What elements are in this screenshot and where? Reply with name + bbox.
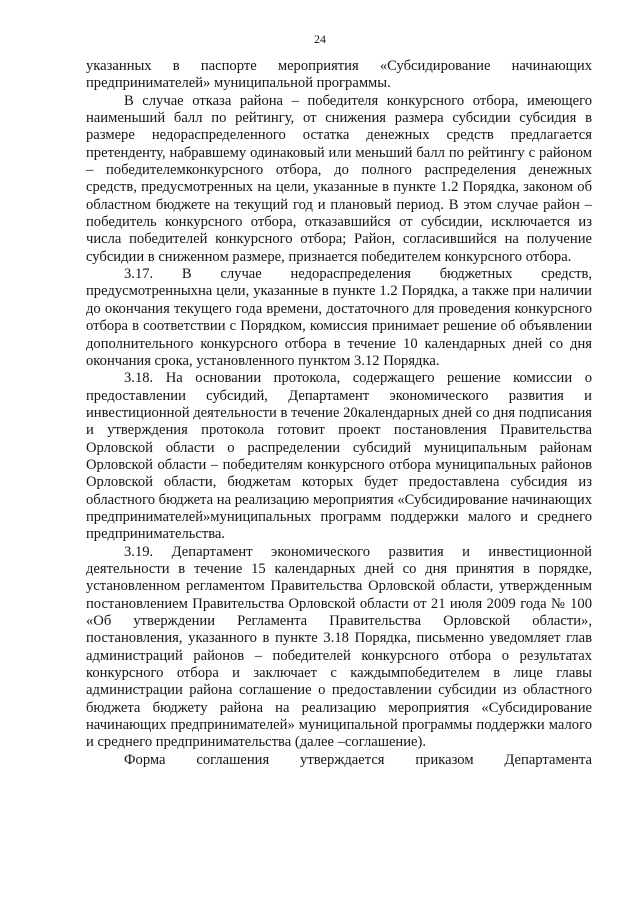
paragraph-continuation: указанных в паспорте мероприятия «Субсидирование начинающих предпринимателей» муниципальной программы. (86, 58, 592, 92)
page-number: 24 (314, 32, 326, 46)
paragraph-refusal-case: В случае отказа района – победителя конкурсного отбора, имеющего наименьший балл по рейтингу, от снижения размера субсидии субсидия в размере недораспределенного остатка денежных средств предлагается претенденту, набравшему одинаковый или меньший балл по рейтингу с районом – победителемконкурсного отбора, до полного распределения денежных средств, предусмотренных на цели, указанные в пункте 1.2 Порядка, законом об областном бюджете на текущий год и плановый период. В этом случае район –победитель конкурсного отбора, отказавшийся от субсидии, исключается из числа победителей конкурсного отбора; Район, согласившийся на получение субсидии в сниженном размере, признается победителем конкурсного отбора. (86, 92, 592, 265)
paragraph-agreement-form: Форма соглашения утверждается приказом Департамента (124, 751, 592, 768)
paragraph-3-18: 3.18. На основании протокола, содержащего решение комиссии о предоставлении субсидий, Департамент экономического развития и инвестиционной деятельности в течение 20календарных дней со дня подписания и утверждения протокола готовит проект постановления Правительства Орловской области о распределении субсидий муниципальным районам Орловской области – победителям конкурсного отбора муниципальных районов Орловской области, бюджетам которых будет предоставлена субсидия из областного бюджета на реализацию мероприятия «Субсидирование начинающих предпринимателей»муниципальных программ поддержки малого и среднего предпринимательства. (86, 370, 592, 543)
paragraph-3-17: 3.17. В случае недораспределения бюджетных средств, предусмотренныхна цели, указанные в пункте 1.2 Порядка, а также при наличии до окончания текущего года времени, достаточного для проведения конкурсного отбора в соответствии с Порядком, комиссия принимает решение об объявлении дополнительного конкурсного отбора в течение 10 календарных дней со дня окончания срока, установленного пунктом 3.12 Порядка. (86, 266, 592, 369)
document-body (86, 58, 592, 769)
paragraph-3-19: 3.19. Департамент экономического развития и инвестиционной деятельности в течение 15 календарных дней со дня принятия в порядке, установленном регламентом Правительства Орловской области, утвержденным постановлением Правительства Орловской области от 21 июля 2009 года № 100 «Об утверждении Регламента Правительства Орловской области», постановления, указанного в пункте 3.18 Порядка, письменно уведомляет глав администраций районов – победителей конкурсного отбора о результатах конкурсного отбора и заключает с каждымпобедителем в лице главы администрации района соглашение о предоставлении субсидии из областного бюджета бюджету района на реализацию мероприятия «Субсидирование начинающих предпринимателей» муниципальной программы поддержки малого и среднего предпринимательства (далее –соглашение). (86, 543, 592, 751)
